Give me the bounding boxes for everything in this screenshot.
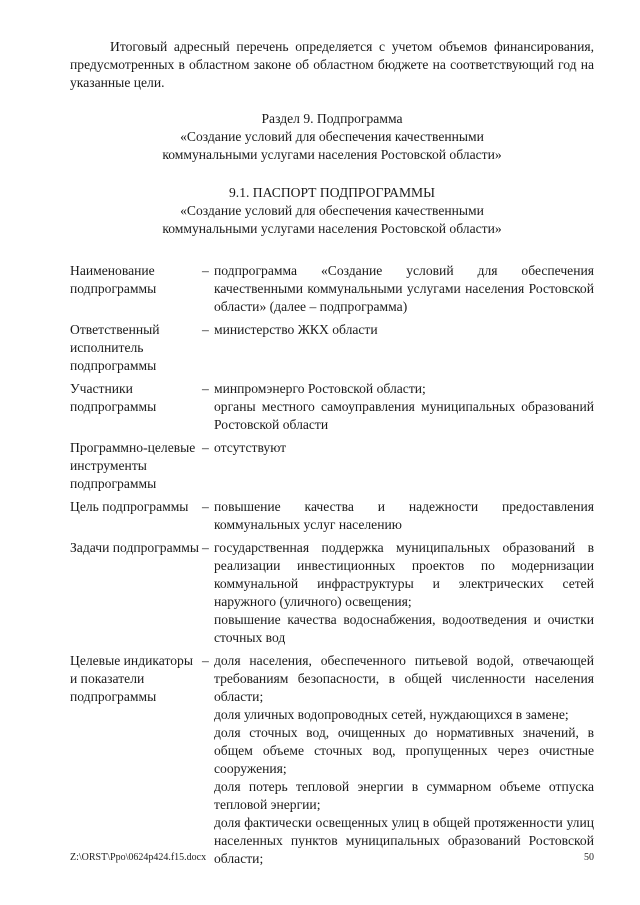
row-value-line: подпрограмма «Создание условий для обеспечения качественными коммунальными услугами населения Ростовской области» (далее – подпрограмма) — [214, 263, 594, 314]
row-value — [214, 321, 594, 380]
row-name: Участники подпрограммы — [70, 381, 157, 414]
row-value-line: органы местного самоуправления муниципальных образований Ростовской области — [214, 399, 594, 432]
row-value — [214, 439, 594, 498]
document-page — [70, 38, 594, 873]
section-title-line-2: «Создание условий для обеспечения качественными — [180, 129, 484, 144]
row-name: Целевые индикаторы и показатели подпрограммы — [70, 653, 193, 704]
section-title-line-3: коммунальными услугами населения Ростовской области» — [162, 147, 502, 162]
row-value — [214, 498, 594, 539]
row-value-line: повышение качества и надежности предоставления коммунальных услуг населению — [214, 499, 594, 532]
passport-rows — [70, 262, 594, 873]
row-value — [214, 262, 594, 321]
row-dash: – — [202, 381, 209, 396]
row-value-line: минпромэнерго Ростовской области; — [214, 381, 426, 396]
passport-title-line-1: 9.1. ПАСПОРТ ПОДПРОГРАММЫ — [229, 185, 435, 200]
row-value — [214, 652, 594, 873]
intro-paragraph: Итоговый адресный перечень определяется с учетом объемов финансирования, предусмотренных в областном законе об областном бюджете на соответствующий год на указанные цели. — [70, 39, 594, 90]
row-name: Наименование подпрограммы — [70, 263, 157, 296]
passport-row — [70, 498, 594, 539]
passport-row — [70, 321, 594, 380]
row-dash: – — [202, 322, 209, 337]
file-path: Z:\ORST\Ppo\0624p424.f15.docx — [70, 852, 207, 863]
row-value-line: доля потерь тепловой энергии в суммарном объеме отпуска тепловой энергии; — [214, 779, 594, 812]
page-number: 50 — [584, 852, 594, 863]
passport-table — [70, 262, 594, 873]
section-title-line-1: Раздел 9. Подпрограмма — [261, 111, 403, 126]
row-name: Программно-целевые инструменты подпрограммы — [70, 440, 196, 491]
row-dash: – — [202, 263, 209, 278]
row-value-line: государственная поддержка муниципальных образований в реализации инвестиционных проектов по модернизации коммунальной инфраструктуры и электрических сетей наружного (уличного) освещения; — [214, 540, 594, 609]
row-value-line: доля фактически освещенных улиц в общей протяженности улиц населенных пунктов муниципальных образований Ростовской области; — [214, 815, 594, 866]
passport-title-line-3: коммунальными услугами населения Ростовской области» — [162, 221, 502, 236]
row-name: Цель подпрограммы — [70, 499, 189, 514]
row-dash: – — [202, 499, 209, 514]
page-footer — [70, 852, 594, 864]
row-dash: – — [202, 440, 209, 455]
row-name: Задачи подпрограммы — [70, 540, 199, 555]
section-heading — [70, 110, 594, 164]
passport-heading — [70, 184, 594, 238]
row-value-line: повышение качества водоснабжения, водоотведения и очистки сточных вод — [214, 612, 594, 645]
passport-title-line-2: «Создание условий для обеспечения качественными — [180, 203, 484, 218]
row-value-line: министерство ЖКХ области — [214, 322, 378, 337]
passport-row — [70, 380, 594, 439]
row-name: Ответственный исполнитель подпрограммы — [70, 322, 160, 373]
row-dash: – — [202, 540, 209, 555]
passport-row — [70, 652, 594, 873]
passport-row — [70, 439, 594, 498]
row-value-line: отсутствуют — [214, 440, 287, 455]
row-value — [214, 380, 594, 439]
row-dash: – — [202, 653, 209, 668]
passport-row — [70, 539, 594, 652]
row-value-line: доля уличных водопроводных сетей, нуждающихся в замене; — [214, 707, 569, 722]
row-value-line: доля населения, обеспеченного питьевой водой, отвечающей требованиям безопасности, в общей численности населения области; — [214, 653, 594, 704]
row-value-line: доля сточных вод, очищенных до нормативных значений, в общем объеме сточных вод, пропущенных через очистные сооружения; — [214, 725, 594, 776]
passport-row — [70, 262, 594, 321]
row-value — [214, 539, 594, 652]
